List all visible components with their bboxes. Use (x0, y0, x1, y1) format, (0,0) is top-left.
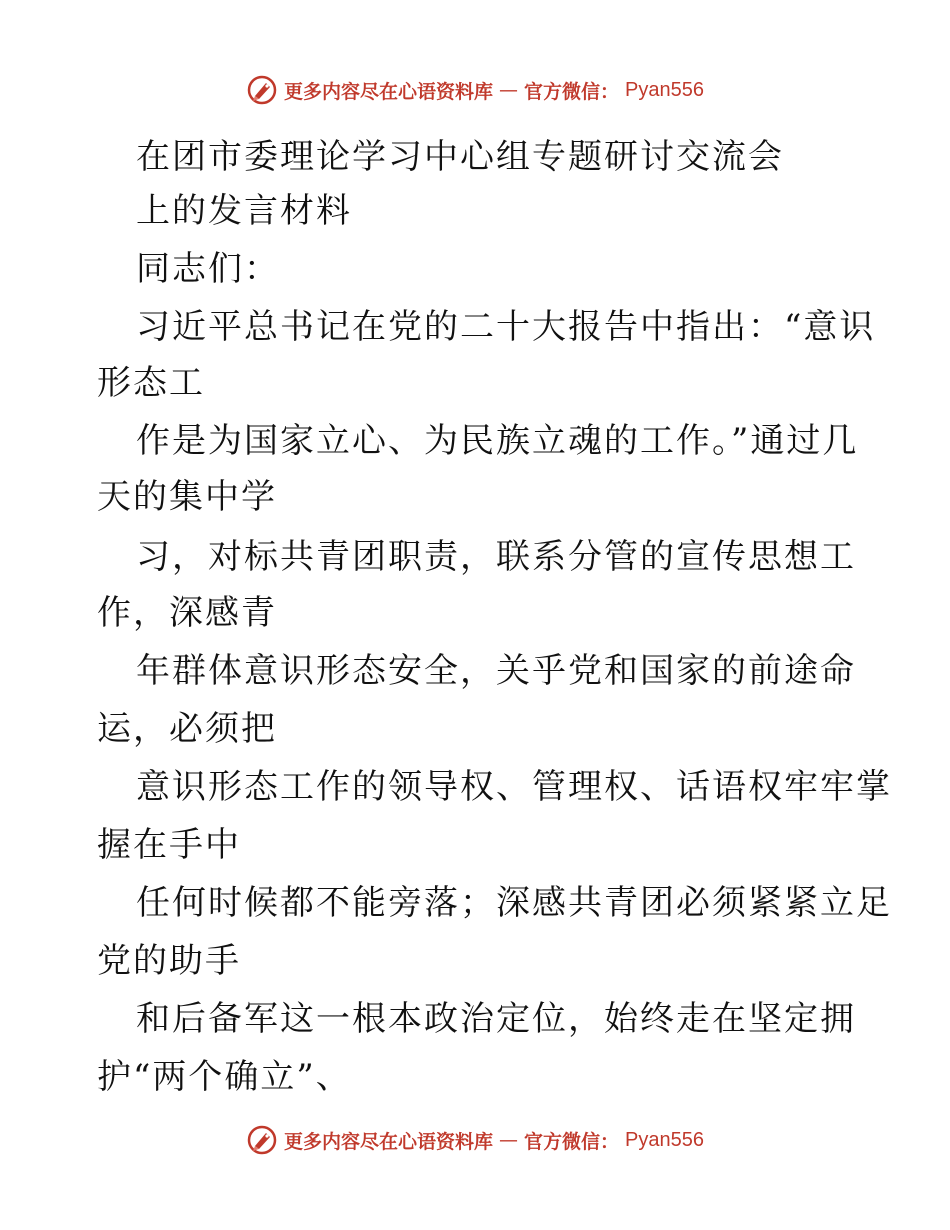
doc-salutation: 同志们： (136, 249, 280, 289)
watermark-group (246, 74, 704, 106)
footer-watermark (0, 1120, 950, 1160)
doc-line: 护“两个确立”、 (97, 1057, 352, 1097)
watermark-contact-label: 官方微信： (524, 1130, 620, 1153)
watermark-group (246, 1124, 704, 1156)
doc-line: 党的助手 (97, 941, 241, 981)
watermark-text: 更多内容尽在心语资料库 (284, 80, 494, 103)
pen-logo-icon (246, 74, 278, 106)
doc-line: 意识形态工作的领导权、管理权、话语权牢牢掌 (136, 767, 892, 807)
doc-line: 习近平总书记在党的二十大报告中指出：“意识 (136, 307, 876, 347)
doc-line: 天的集中学 (97, 477, 277, 517)
watermark-contact-id: Pyan556 (625, 1128, 704, 1151)
doc-title-line-1: 在团市委理论学习中心组专题研讨交流会 (136, 137, 784, 177)
watermark-contact-label: 官方微信： (524, 80, 620, 103)
doc-line: 运，必须把 (97, 709, 277, 749)
header-watermark (0, 70, 950, 110)
doc-line: 作，深感青 (97, 593, 277, 633)
watermark-separator: — (499, 79, 519, 101)
doc-line: 和后备军这一根本政治定位，始终走在坚定拥 (136, 999, 856, 1039)
doc-line: 任何时候都不能旁落；深感共青团必须紧紧立足 (136, 883, 892, 923)
doc-line: 习，对标共青团职责，联系分管的宣传思想工 (136, 537, 856, 577)
doc-title-line-2: 上的发言材料 (136, 191, 352, 231)
watermark-separator: — (499, 1129, 519, 1151)
pen-logo-icon (246, 1124, 278, 1156)
watermark-text: 更多内容尽在心语资料库 (284, 1130, 494, 1153)
doc-line: 握在手中 (97, 825, 241, 865)
watermark-contact-id: Pyan556 (625, 78, 704, 101)
doc-line: 形态工 (97, 363, 205, 403)
doc-line: 年群体意识形态安全，关乎党和国家的前途命 (136, 651, 856, 691)
doc-line: 作是为国家立心、为民族立魂的工作。”通过几 (136, 421, 859, 461)
